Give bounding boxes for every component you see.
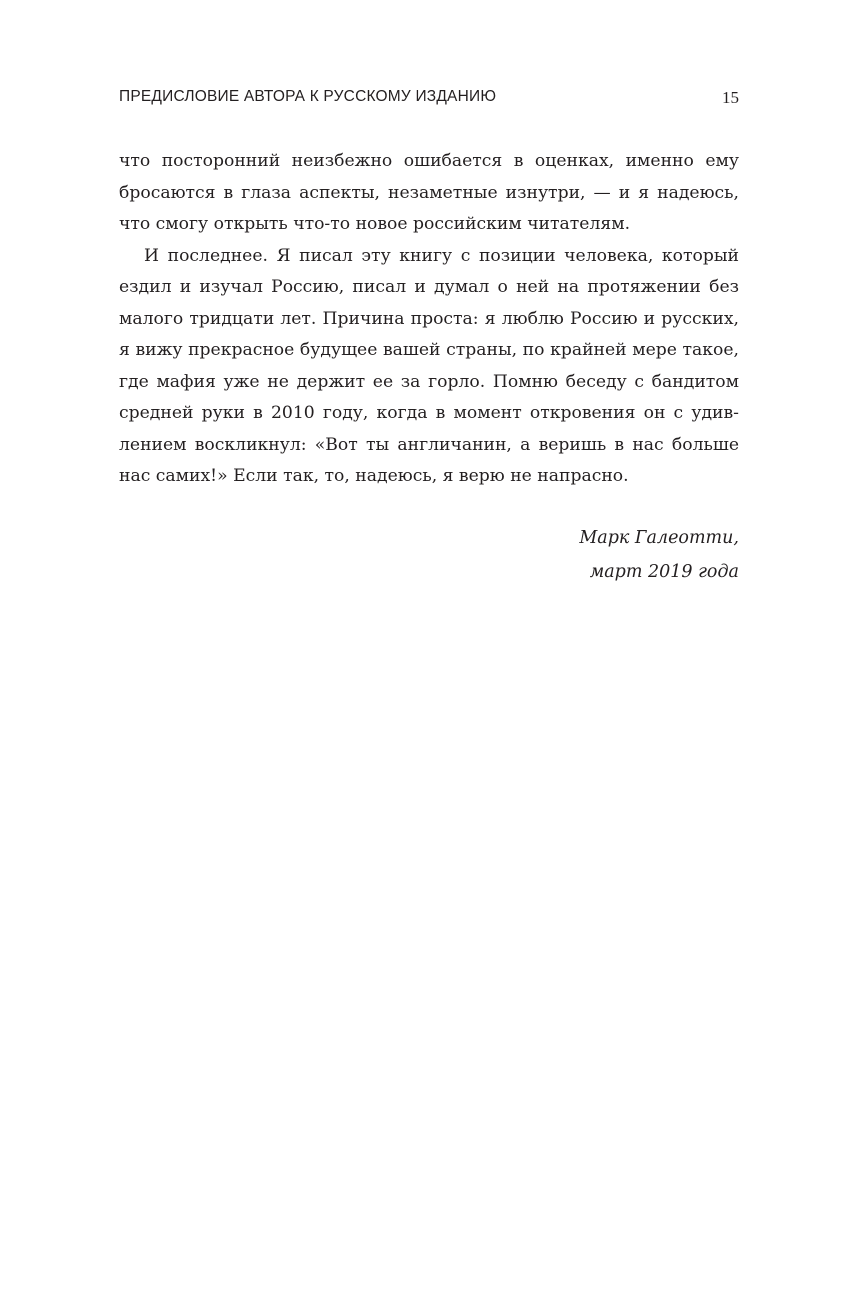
text-line: И последнее. Я писал эту книгу с позиции человека, который <box>144 245 739 266</box>
text-line: малого тридцати лет. Причина проста: я люблю Россию и русских, <box>119 308 739 329</box>
text-line: что посторонний неизбежно ошибается в оценках, именно ему <box>119 151 739 171</box>
text-line: где мафия уже не держит ее за горло. Помню беседу с бандитом <box>119 371 739 392</box>
body-text <box>119 146 739 493</box>
signature-author: Марк Галеотти, <box>579 528 739 548</box>
signature <box>579 521 739 589</box>
paragraph <box>119 146 739 241</box>
paragraph <box>119 241 739 493</box>
signature-date: март 2019 года <box>589 562 739 582</box>
page-number: 15 <box>722 88 739 107</box>
text-line: что смогу открыть что-то новое российским читателям. <box>119 214 631 234</box>
chapter-title: ПРЕДИСЛОВИЕ АВТОРА К РУССКОМУ ИЗДАНИЮ <box>119 88 497 105</box>
running-header <box>119 88 739 114</box>
text-line: средней руки в 2010 году, когда в момент откровения он с удив- <box>119 403 739 423</box>
text-line: я вижу прекрасное будущее вашей страны, по крайней мере такое, <box>119 340 739 360</box>
text-line: бросаются в глаза аспекты, незаметные изнутри, — и я надеюсь, <box>119 182 739 203</box>
text-line: лением воскликнул: «Вот ты англичанин, а веришь в нас больше <box>119 434 739 455</box>
text-line: нас самих!» Если так, то, надеюсь, я верю не напрасно. <box>119 466 629 486</box>
text-line: ездил и изучал Россию, писал и думал о ней на протяжении без <box>119 277 739 297</box>
